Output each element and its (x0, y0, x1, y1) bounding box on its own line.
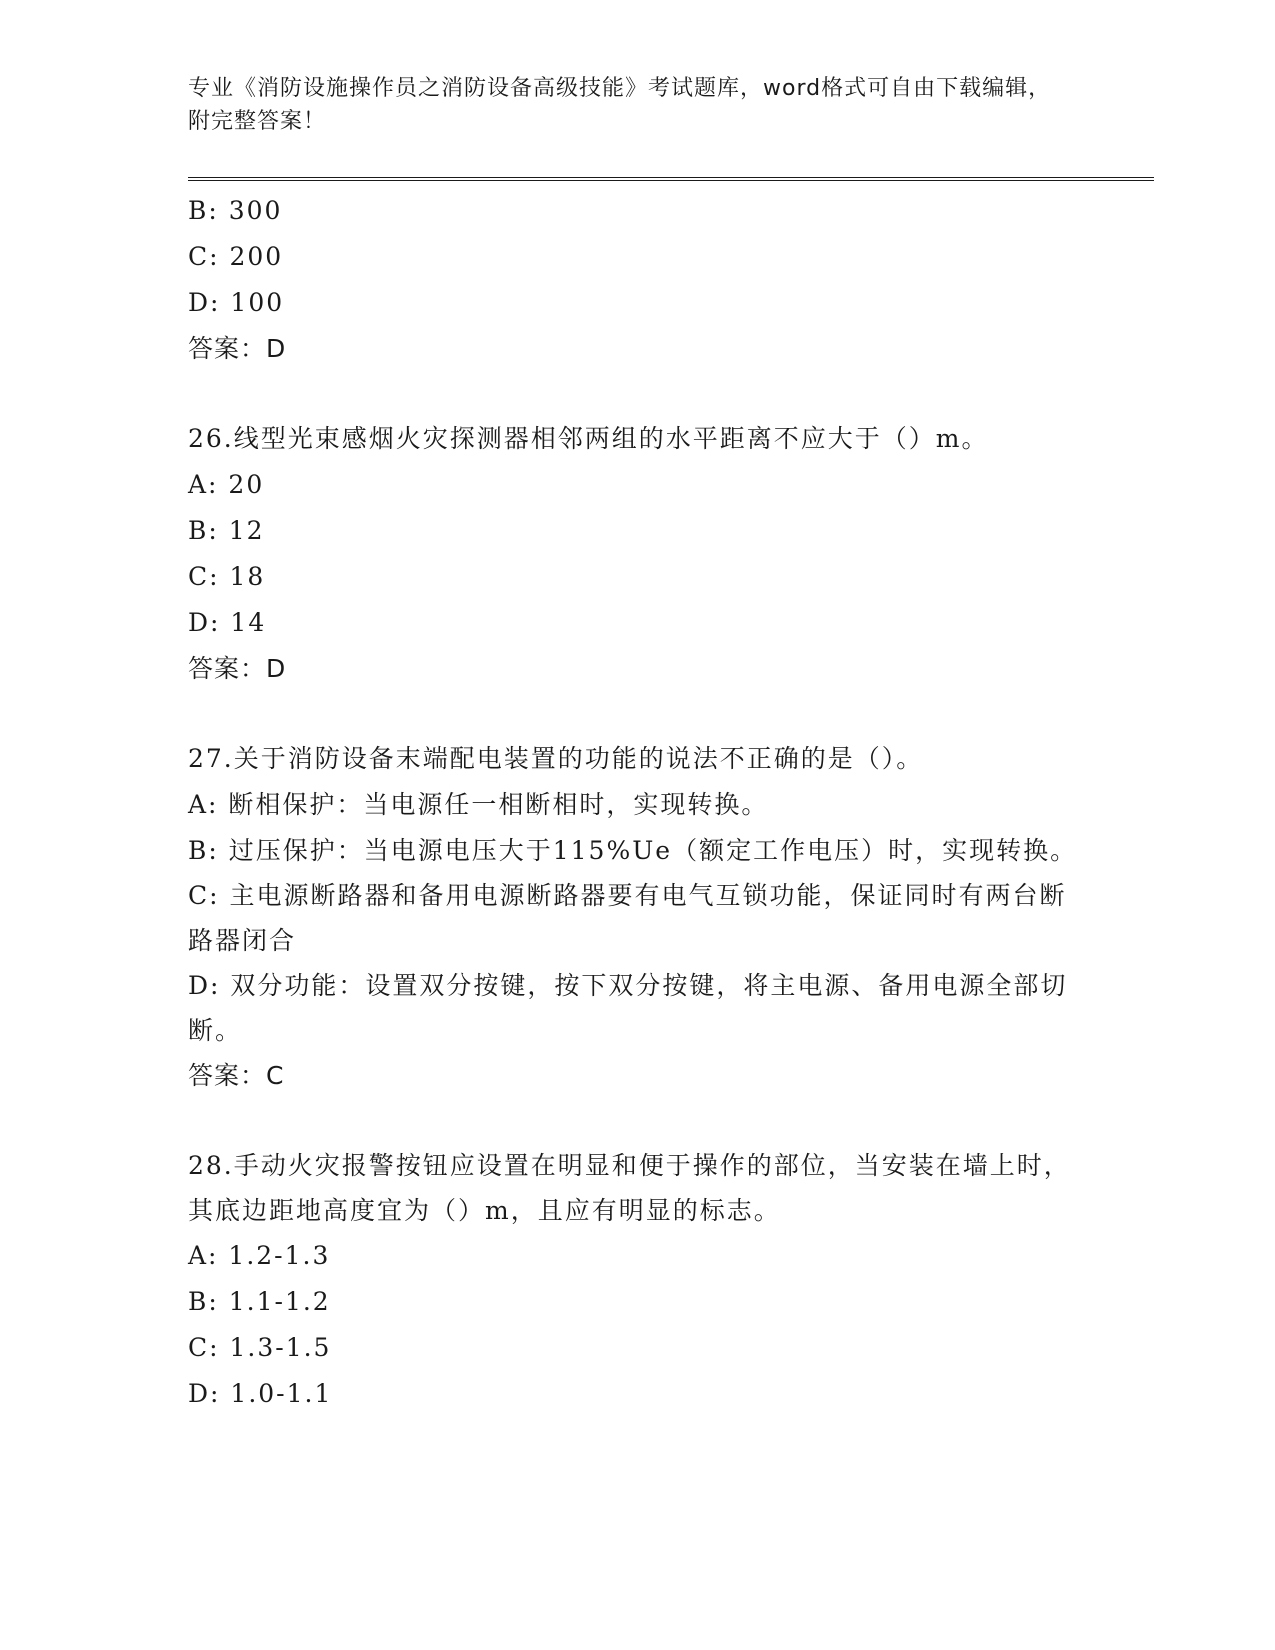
answer: 答案：D (188, 654, 287, 683)
option-a: A: 20 (188, 470, 265, 499)
option-d: D: 1.0-1.1 (188, 1379, 333, 1408)
question-stem: 28.手动火灾报警按钮应设置在明显和便于操作的部位，当安装在墙上时，其底边距地高度宜为（）m，且应有明显的标志。 (188, 1151, 1071, 1225)
header-rule (188, 177, 1154, 181)
option-c: C: 1.3-1.5 (188, 1333, 332, 1362)
option-d: D: 双分功能：设置双分按键，按下双分按键，将主电源、备用电源全部切断。 (188, 971, 1068, 1045)
question-stem: 27.关于消防设备末端配电装置的功能的说法不正确的是（）。 (188, 744, 924, 773)
option-c: C: 18 (188, 562, 266, 591)
question-content (188, 188, 1088, 1417)
option-d: D: 14 (188, 608, 267, 637)
page-header (188, 72, 1068, 138)
answer: 答案：D (188, 334, 287, 363)
question-26 (188, 416, 1088, 692)
question-27 (188, 736, 1088, 1099)
answer: 答案：C (188, 1061, 285, 1090)
header-text: 专业《消防设施操作员之消防设备高级技能》考试题库，word格式可自由下载编辑，附完整答案！ (188, 76, 1052, 134)
question-stem: 26.线型光束感烟火灾探测器相邻两组的水平距离不应大于（）m。 (188, 424, 989, 453)
option-c: C: 200 (188, 242, 284, 271)
option-b: B: 12 (188, 516, 265, 545)
option-b: B: 过压保护：当电源电压大于115%Ue（额定工作电压）时，实现转换。 (188, 836, 1078, 865)
option-c: C: 主电源断路器和备用电源断路器要有电气互锁功能，保证同时有两台断路器闭合 (188, 881, 1067, 955)
question-25-tail (188, 188, 1088, 372)
option-a: A: 断相保护：当电源任一相断相时，实现转换。 (188, 790, 769, 819)
option-b: B: 1.1-1.2 (188, 1287, 331, 1316)
option-d: D: 100 (188, 288, 285, 317)
option-a: A: 1.2-1.3 (188, 1241, 331, 1270)
option-b: B: 300 (188, 196, 283, 225)
question-28 (188, 1143, 1088, 1417)
